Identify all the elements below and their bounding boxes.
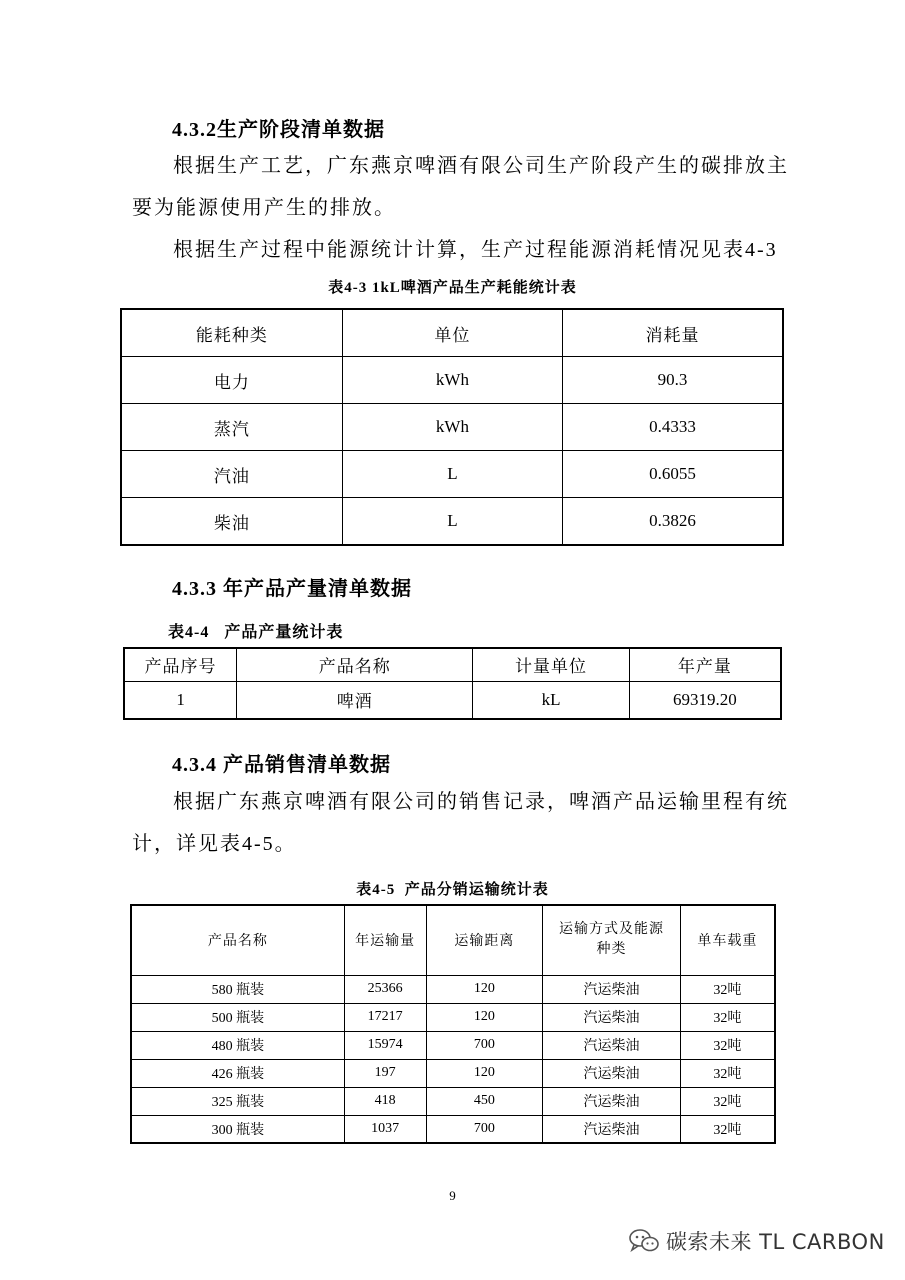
table-row — [131, 1031, 775, 1059]
table-row — [131, 1087, 775, 1115]
table-cell: 汽运柴油 — [543, 1115, 681, 1143]
table-cell: 柴油 — [121, 498, 342, 546]
table-cell: 580 瓶装 — [131, 975, 344, 1003]
table-cell: 500 瓶装 — [131, 1003, 344, 1031]
table-header-cell: 单位 — [342, 309, 562, 357]
table-cell: 450 — [426, 1087, 543, 1115]
table-header-cell: 年运输量 — [344, 905, 426, 975]
table-cell: 90.3 — [563, 357, 783, 404]
table-header-row — [124, 648, 781, 681]
table-cell: 15974 — [344, 1031, 426, 1059]
table-cell: 汽运柴油 — [543, 1003, 681, 1031]
section-heading-4-3-3: 4.3.3 年产品产量清单数据 — [172, 578, 412, 600]
table-row — [121, 451, 783, 498]
table-cell: 32吨 — [680, 1115, 775, 1143]
table-cell: 700 — [426, 1115, 543, 1143]
table-cell: 25366 — [344, 975, 426, 1003]
table-row — [131, 1059, 775, 1087]
table-header-cell: 运输方式及能源种类 — [543, 905, 681, 975]
table-cell: 17217 — [344, 1003, 426, 1031]
paragraph-line: 要为能源使用产生的排放。 — [132, 197, 396, 219]
table-cell: 0.6055 — [563, 451, 783, 498]
table-cell: 32吨 — [680, 1087, 775, 1115]
table-header-cell: 运输距离 — [426, 905, 543, 975]
table-cell: 汽运柴油 — [543, 1059, 681, 1087]
table-header-row — [131, 905, 775, 975]
table-cell: 汽运柴油 — [543, 1087, 681, 1115]
table-cell: 1 — [124, 681, 237, 719]
energy-consumption-table — [120, 308, 784, 546]
table-cell: 1037 — [344, 1115, 426, 1143]
table-header-cell: 消耗量 — [563, 309, 783, 357]
table-header-cell: 产品序号 — [124, 648, 237, 681]
table-cell: L — [342, 451, 562, 498]
table-cell: 32吨 — [680, 1031, 775, 1059]
table-header-cell: 计量单位 — [473, 648, 629, 681]
table-caption-4-5: 表4-5 产品分销运输统计表 — [356, 882, 549, 898]
paragraph-line: 根据广东燕京啤酒有限公司的销售记录，啤酒产品运输里程有统 — [173, 791, 789, 813]
watermark — [628, 1226, 885, 1256]
table-cell: 蒸汽 — [121, 404, 342, 451]
table-cell: 32吨 — [680, 1003, 775, 1031]
table-row — [131, 1003, 775, 1031]
table-header-cell: 能耗种类 — [121, 309, 342, 357]
table-cell: 汽运柴油 — [543, 975, 681, 1003]
table-cell: 汽油 — [121, 451, 342, 498]
table-cell: 120 — [426, 975, 543, 1003]
table-header-cell: 产品名称 — [237, 648, 473, 681]
table-header-row — [121, 309, 783, 357]
table-cell: kWh — [342, 357, 562, 404]
table-header-cell: 产品名称 — [131, 905, 344, 975]
table-cell: 32吨 — [680, 1059, 775, 1087]
table-cell: 426 瓶装 — [131, 1059, 344, 1087]
paragraph-line: 计，详见表4-5。 — [132, 833, 297, 855]
table-cell: 32吨 — [680, 975, 775, 1003]
table-cell: 0.4333 — [563, 404, 783, 451]
table-cell: 0.3826 — [563, 498, 783, 546]
table-row — [124, 681, 781, 719]
table-cell: 汽运柴油 — [543, 1031, 681, 1059]
table-row — [121, 357, 783, 404]
product-output-table — [123, 647, 782, 720]
table-cell: kWh — [342, 404, 562, 451]
table-cell: kL — [473, 681, 629, 719]
watermark-text: 碳索未来 TL CARBON — [666, 1230, 885, 1254]
table-header-cell: 单车载重 — [680, 905, 775, 975]
table-row — [121, 404, 783, 451]
table-cell: 480 瓶装 — [131, 1031, 344, 1059]
table-row — [131, 1115, 775, 1143]
table-cell: 120 — [426, 1059, 543, 1087]
table-cell: 418 — [344, 1087, 426, 1115]
table-row — [131, 975, 775, 1003]
section-heading-4-3-2: 4.3.2生产阶段清单数据 — [172, 119, 385, 141]
paragraph-line: 根据生产工艺，广东燕京啤酒有限公司生产阶段产生的碳排放主 — [173, 155, 789, 177]
table-cell: 啤酒 — [237, 681, 473, 719]
section-heading-4-3-4: 4.3.4 产品销售清单数据 — [172, 754, 391, 776]
table-caption-4-4: 表4-4 产品产量统计表 — [168, 624, 344, 641]
paragraph-line: 根据生产过程中能源统计计算，生产过程能源消耗情况见表4-3 — [173, 239, 778, 261]
wechat-icon — [628, 1228, 660, 1254]
table-cell: 120 — [426, 1003, 543, 1031]
table-cell: 69319.20 — [629, 681, 781, 719]
table-cell: 300 瓶装 — [131, 1115, 344, 1143]
table-row — [121, 498, 783, 546]
table-cell: 325 瓶装 — [131, 1087, 344, 1115]
table-header-cell: 年产量 — [629, 648, 781, 681]
page-number: 9 — [449, 1188, 456, 1203]
table-caption-4-3: 表4-3 1kL啤酒产品生产耗能统计表 — [328, 280, 577, 296]
table-cell: 电力 — [121, 357, 342, 404]
table-cell: 700 — [426, 1031, 543, 1059]
table-cell: L — [342, 498, 562, 546]
table-cell: 197 — [344, 1059, 426, 1087]
distribution-transport-table — [130, 904, 776, 1144]
